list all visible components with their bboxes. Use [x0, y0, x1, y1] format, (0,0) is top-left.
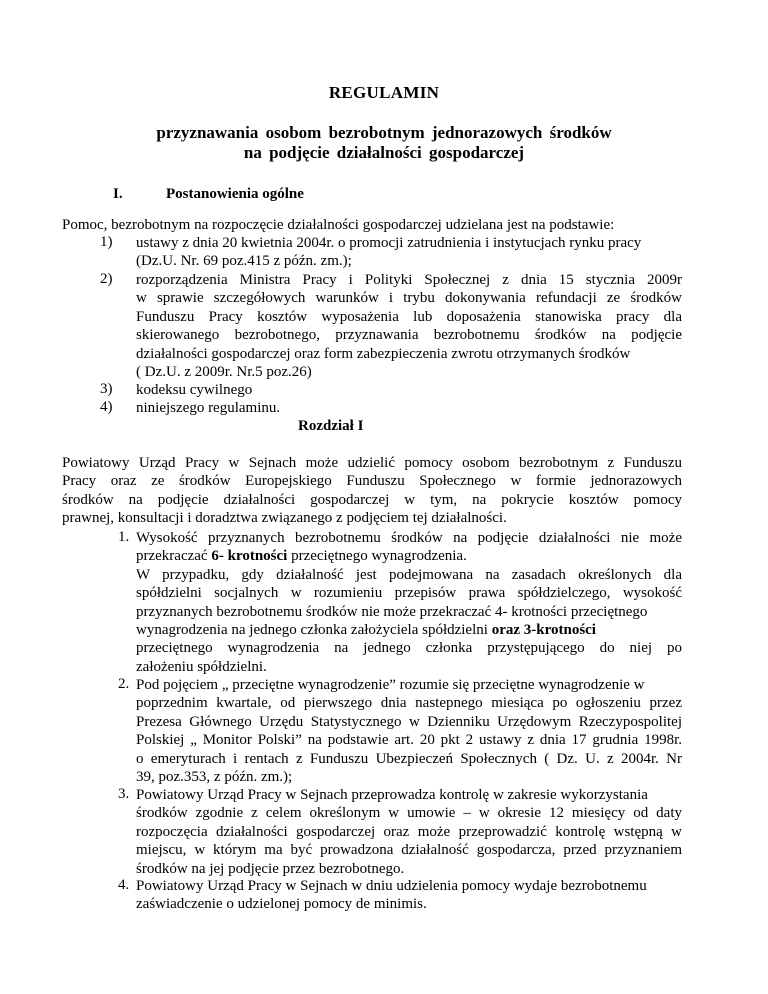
list-item: niniejszego regulaminu.: [136, 400, 281, 416]
section-number: I.: [113, 186, 123, 202]
point-1-text: Wysokość przyznanych bezrobotnemu środków na podjęcie działalności nie może przekraczać 6- krotności przeciętnego wynagrodzenia. W przypadku, gdy działalność jest podejmowana na zasadach określonych dla spółdzielni socjalnych w rozumieniu przepisów prawa spółdzielczego, wysokość przyznanych bezrobotnemu środków nie może przekraczać 4- krotności przeciętnego wynagrodzenia na jednego członka założyciela spółdzielni oraz 3-krotności przeciętnego wynagrodzenia na jednego członka przystępującego do niej po założeniu spółdzielni.: [136, 530, 682, 675]
section-title: Postanowienia ogólne: [166, 186, 304, 202]
list-number: 2): [100, 271, 113, 287]
list-number: 1): [100, 234, 113, 250]
chapter-paragraph: Powiatowy Urząd Pracy w Sejnach może udzielić pomocy osobom bezrobotnym z Funduszu Pracy oraz ze środków Europejskiego Funduszu Społecznego w formie jednorazowych środków na podjęcie działalności gospodarczej w tym, na pokrycie kosztów pomocy prawnej, konsultacji i doradztwa związanego z podjęciem tej działalności.: [62, 455, 682, 527]
chapter-heading: Rozdział I: [298, 418, 364, 434]
subtitle-line-2: na podjęcie działalności gospodarczej: [243, 143, 525, 162]
list-number: 3): [100, 381, 113, 397]
point-number: 4.: [118, 877, 130, 893]
point-number: 2.: [118, 676, 130, 692]
point-2-text: Pod pojęciem „ przeciętne wynagrodzenie” rozumie się przeciętne wynagrodzenie w poprzednim kwartale, od pierwszego dnia nastepnego miesiąca po ogłoszeniu przez Prezesa Głównego Urzędu Statystycznego w Dzienniku Urzędowym Rzeczypospolitej Polskiej „ Monitor Polski” na podstawie art. 20 pkt 2 ustawy z dnia 17 grudnia 1998r. o emeryturach i rentach z Funduszu Ubezpieczeń Społecznych ( Dz. U. z 2004r. Nr 39, poz.353, z późn. zm.);: [136, 677, 682, 786]
document-title: REGULAMIN: [328, 83, 440, 102]
subtitle-line-1: przyznawania osobom bezrobotnym jednorazowych środków: [156, 123, 612, 142]
list-item: ustawy z dnia 20 kwietnia 2004r. o promocji zatrudnienia i instytucjach rynku pracy (Dz.U. Nr. 69 poz.415 z późn. zm.);: [136, 235, 642, 270]
point-4-text: Powiatowy Urząd Pracy w Sejnach w dniu udzielenia pomocy wydaje bezrobotnemu zaświadczenie o udzielonej pomocy de minimis.: [136, 878, 647, 913]
list-item: kodeksu cywilnego: [136, 382, 253, 398]
intro-text: Pomoc, bezrobotnym na rozpoczęcie działalności gospodarczej udzielana jest na podstawie:: [62, 217, 615, 233]
list-item: rozporządzenia Ministra Pracy i Polityki Społecznej z dnia 15 stycznia 2009r w sprawie szczegółowych warunków i trybu dokonywania refundacji ze środków Funduszu Pracy kosztów wyposażenia lub doposażenia stanowiska pracy dla skierowanego bezrobotnego, przyznawania bezrobotnemu środków na podjęcie działalności gospodarczej oraz form zabezpieczenia zwrotu otrzymanych środków ( Dz.U. z 2009r. Nr.5 poz.26): [136, 272, 682, 381]
list-number: 4): [100, 399, 113, 415]
point-number: 3.: [118, 786, 130, 802]
point-number: 1.: [118, 529, 130, 545]
point-3-text: Powiatowy Urząd Pracy w Sejnach przeprowadza kontrolę w zakresie wykorzystania środków zgodnie z celem określonym w umowie – w okresie 12 miesięcy od daty rozpoczęcia działalności gospodarczej oraz może przeprowadzić kontrolę wstępną w miejscu, w którym ma być prowadzona działalność gospodarcza, przed przyznaniem środków na jej podjęcie przez bezrobotnego.: [136, 787, 682, 877]
